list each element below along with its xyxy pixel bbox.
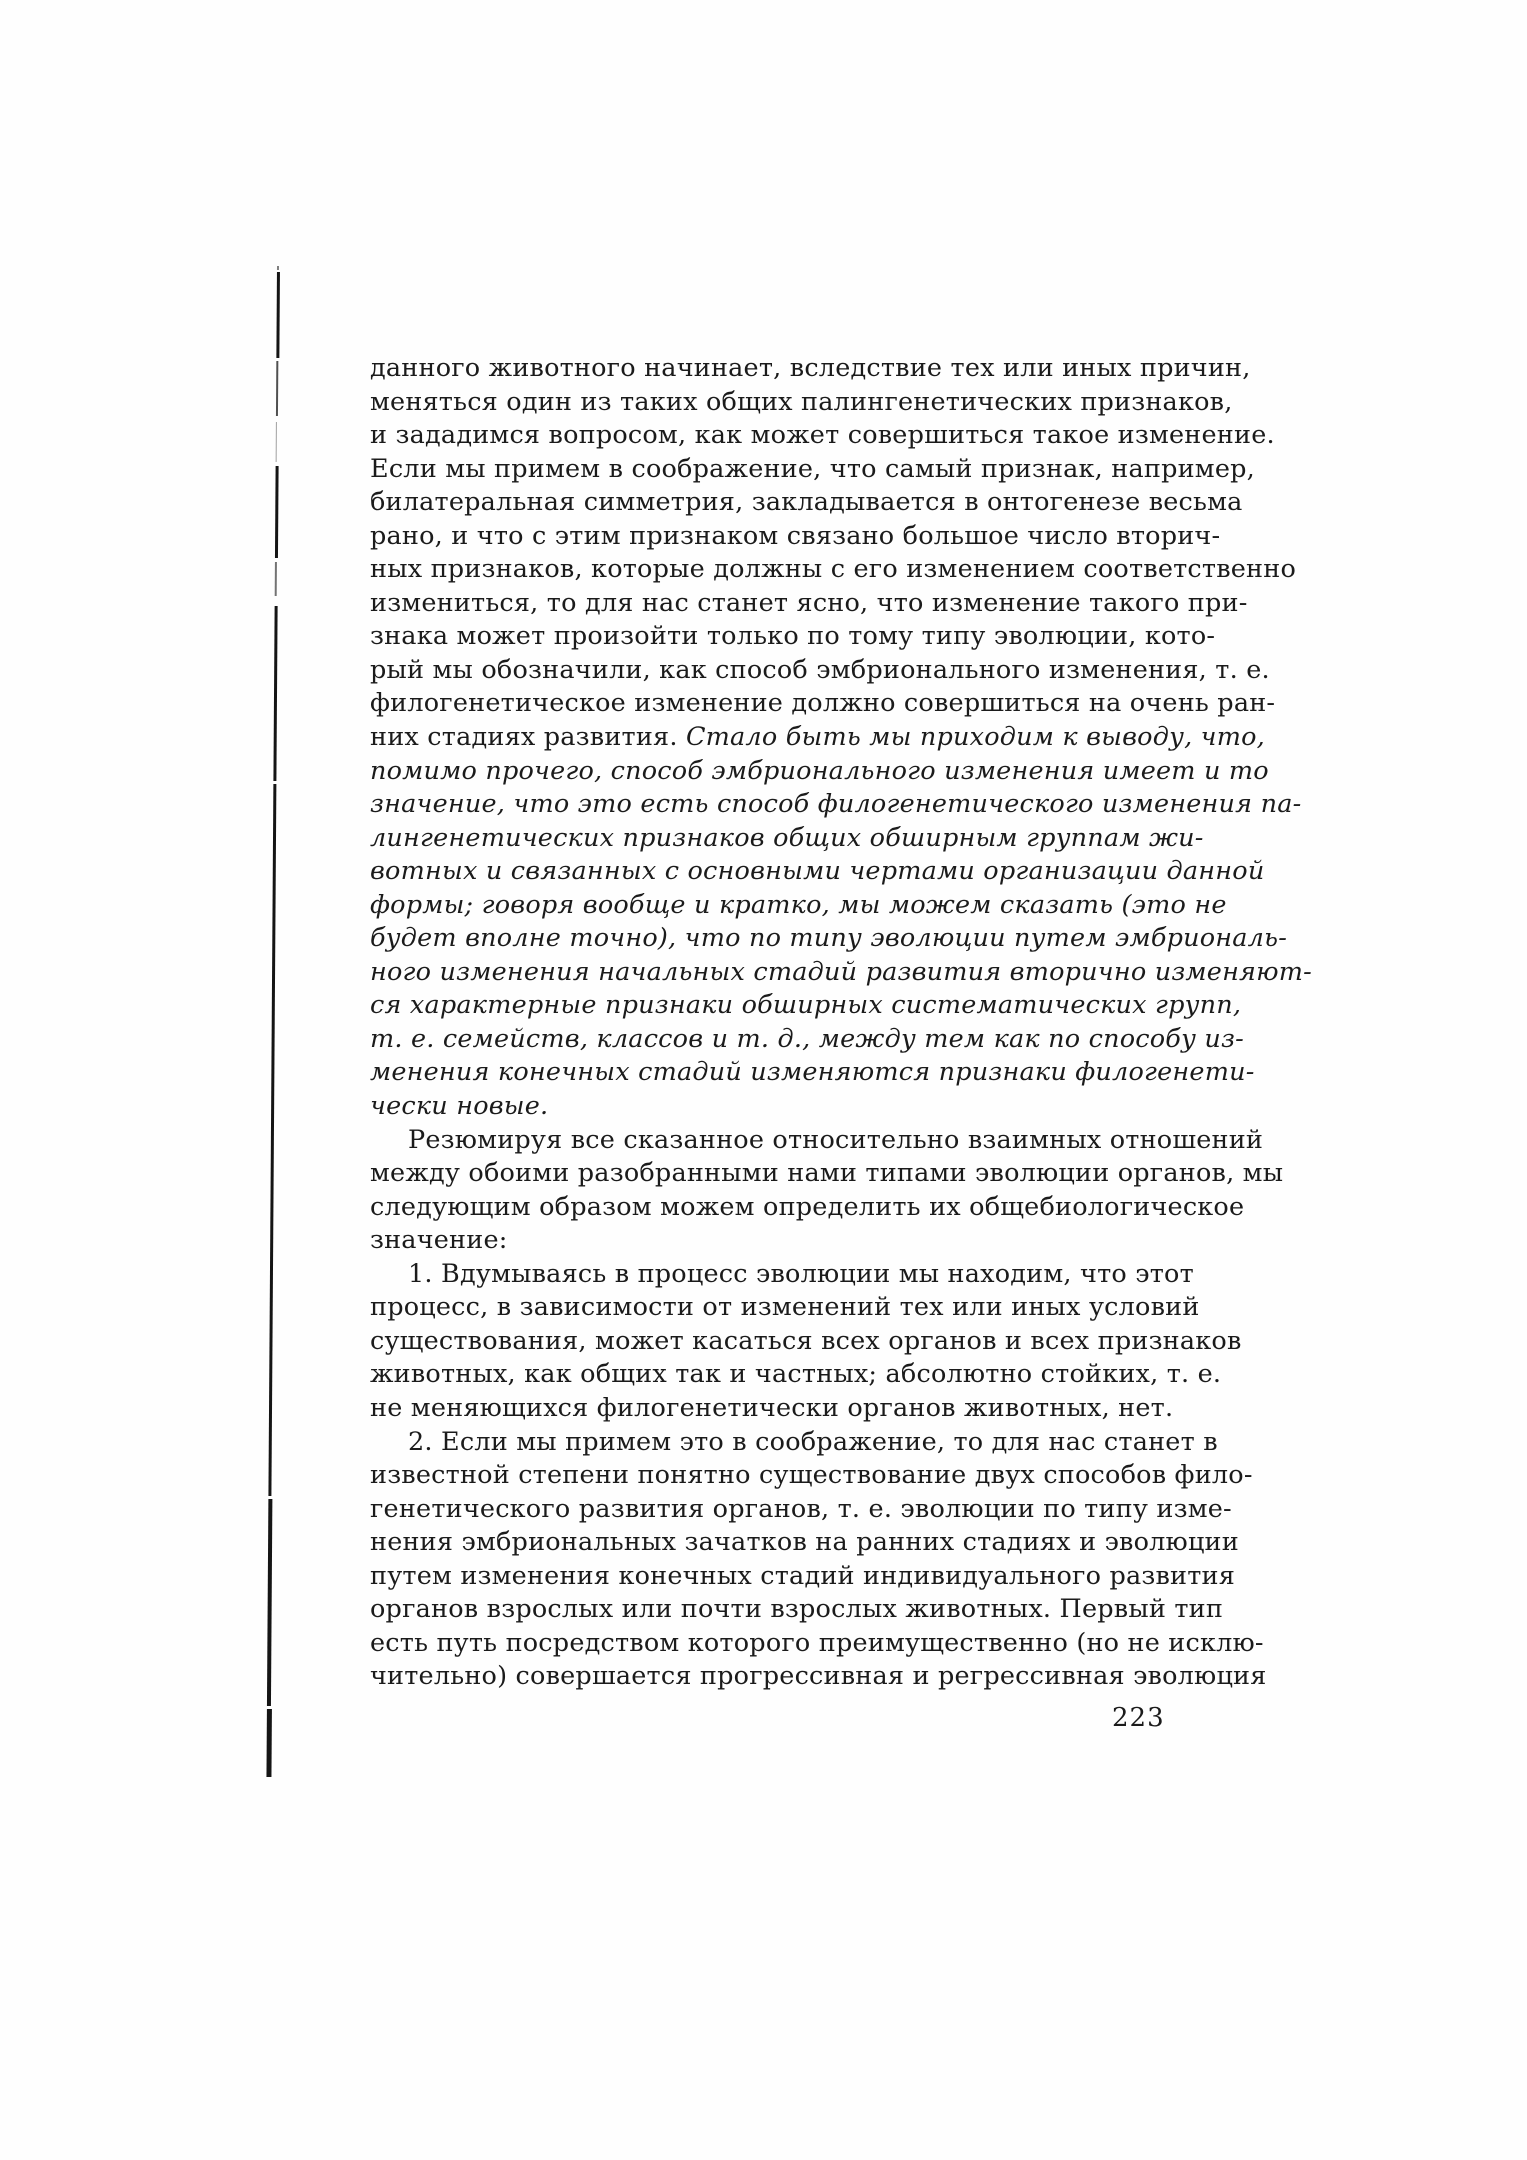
text-line xyxy=(370,1056,1255,1090)
text-line xyxy=(370,989,1242,1023)
text-run: чительно) совершается прогрессивная и регрессивная эволюция xyxy=(370,1661,1267,1692)
text-line xyxy=(370,553,1296,587)
text-line xyxy=(370,1325,1242,1359)
text-line xyxy=(370,620,1216,654)
text-line xyxy=(370,386,1233,420)
text-line xyxy=(370,1358,1222,1392)
text-run-italic: Стало быть мы приходим к выводу, что, xyxy=(685,722,1265,753)
text-run: генетического развития органов, т. е. эволюции по типу изме- xyxy=(370,1493,1232,1524)
text-run: органов взрослых или почти взрослых животных. Первый тип xyxy=(370,1594,1224,1625)
text-line xyxy=(370,587,1248,621)
text-run-italic: вотных и связанных с основными чертами организации данной xyxy=(370,856,1265,887)
text-line xyxy=(370,486,1243,520)
text-line xyxy=(370,654,1270,688)
text-run: животных, как общих так и частных; абсолютно стойких, т. е. xyxy=(370,1359,1222,1390)
text-run: есть путь посредством которого преимущественно (но не исклю- xyxy=(370,1627,1264,1658)
fold-segment xyxy=(266,1709,271,1777)
text-line xyxy=(370,956,1312,990)
text-run-italic: чески новые. xyxy=(370,1091,549,1122)
text-line xyxy=(370,721,1265,755)
fold-segment xyxy=(277,266,279,270)
fold-segment xyxy=(276,361,278,416)
fold-segment xyxy=(267,1499,272,1706)
text-run: не меняющихся филогенетически органов животных, нет. xyxy=(370,1392,1174,1423)
text-run: билатеральная симметрия, закладывается в онтогенезе весьма xyxy=(370,487,1243,518)
text-run: процесс, в зависимости от изменений тех или иных условий xyxy=(370,1292,1200,1323)
text-line xyxy=(370,687,1276,721)
fold-segment xyxy=(276,272,279,358)
text-run: Резюмируя все сказанное относительно взаимных отношений xyxy=(408,1124,1264,1155)
text-run: филогенетическое изменение должно совершиться на очень ран- xyxy=(370,688,1276,719)
fold-segment xyxy=(276,422,277,462)
text-line xyxy=(370,1090,1176,1124)
text-run: 1. Вдумываясь в процесс эволюции мы находим, что этот xyxy=(408,1258,1194,1289)
fold-segment xyxy=(275,562,277,596)
text-line xyxy=(370,419,1275,453)
text-line xyxy=(370,1593,1224,1627)
text-line xyxy=(370,1291,1200,1325)
text-run-italic: значение, что это есть способ филогенетического изменения па- xyxy=(370,789,1302,820)
text-line xyxy=(370,922,1288,956)
fold-segment xyxy=(268,784,276,1496)
text-line xyxy=(370,1392,1176,1426)
text-run: знака может произойти только по тому типу эволюции, кото- xyxy=(370,621,1216,652)
text-run: рано, и что с этим признаком связано большое число вторич- xyxy=(370,520,1221,551)
text-run-italic: формы; говоря вообще и кратко, мы можем сказать (это не xyxy=(370,889,1227,920)
text-line xyxy=(370,453,1255,487)
text-line xyxy=(370,1224,1176,1258)
text-run: ных признаков, которые должны с его изменением соответственно xyxy=(370,554,1296,585)
text-run: меняться один из таких общих палингенетических признаков, xyxy=(370,386,1233,417)
text-run-italic: т. е. семейств, классов и т. д., между тем как по способу из- xyxy=(370,1023,1244,1054)
text-line xyxy=(370,1493,1232,1527)
text-run: значение: xyxy=(370,1225,508,1256)
fold-segment xyxy=(273,606,277,781)
fold-segment xyxy=(275,466,279,558)
text-run: и зададимся вопросом, как может совершиться такое изменение. xyxy=(370,420,1275,451)
page-number: 223 xyxy=(1112,1703,1165,1733)
text-run-italic: будет вполне точно), что по типу эволюции путем эмбриональ- xyxy=(370,923,1288,954)
text-run: известной степени понятно существование двух способов фило- xyxy=(370,1460,1253,1491)
text-run-italic: ного изменения начальных стадий развития вторично изменяют- xyxy=(370,956,1312,987)
text-line xyxy=(370,822,1204,856)
text-line xyxy=(370,1660,1267,1694)
scan-fold-line xyxy=(266,266,283,1786)
text-run-italic: менения конечных стадий изменяются признаки филогенети- xyxy=(370,1057,1255,1088)
text-run: нения эмбриональных зачатков на ранних стадиях и эволюции xyxy=(370,1527,1239,1558)
text-run-italic: помимо прочего, способ эмбрионального изменения имеет и то xyxy=(370,755,1269,786)
text-run: путем изменения конечных стадий индивидуального развития xyxy=(370,1560,1236,1591)
text-line xyxy=(370,1191,1245,1225)
text-line xyxy=(370,1124,1264,1158)
text-line xyxy=(370,855,1265,889)
text-line xyxy=(370,1023,1244,1057)
text-line xyxy=(370,1560,1236,1594)
text-line xyxy=(370,352,1251,386)
text-line xyxy=(370,1627,1264,1661)
text-line xyxy=(370,1526,1239,1560)
text-run-italic: ся характерные признаки обширных систематических групп, xyxy=(370,990,1242,1021)
text-block xyxy=(370,352,1312,1694)
text-run: существования, может касаться всех органов и всех признаков xyxy=(370,1325,1242,1356)
text-run: измениться, то для нас станет ясно, что изменение такого при- xyxy=(370,587,1248,618)
text-line xyxy=(370,755,1269,789)
text-line xyxy=(370,1157,1284,1191)
text-run: 2. Если мы примем это в соображение, то для нас станет в xyxy=(408,1426,1218,1457)
text-line xyxy=(370,1426,1218,1460)
text-run: Если мы примем в соображение, что самый признак, например, xyxy=(370,453,1255,484)
text-line xyxy=(370,520,1221,554)
text-run-italic: лингенетических признаков общих обширным группам жи- xyxy=(370,822,1204,853)
text-run: между обоими разобранными нами типами эволюции органов, мы xyxy=(370,1158,1284,1189)
text-run: них стадиях развития. xyxy=(370,722,686,753)
text-line xyxy=(370,889,1227,923)
text-run: рый мы обозначили, как способ эмбрионального изменения, т. е. xyxy=(370,654,1270,685)
text-run: данного животного начинает, вследствие тех или иных причин, xyxy=(370,353,1251,383)
text-line xyxy=(370,788,1302,822)
text-line xyxy=(370,1459,1253,1493)
text-line xyxy=(370,1258,1194,1292)
text-run: следующим образом можем определить их общебиологическое xyxy=(370,1191,1245,1222)
